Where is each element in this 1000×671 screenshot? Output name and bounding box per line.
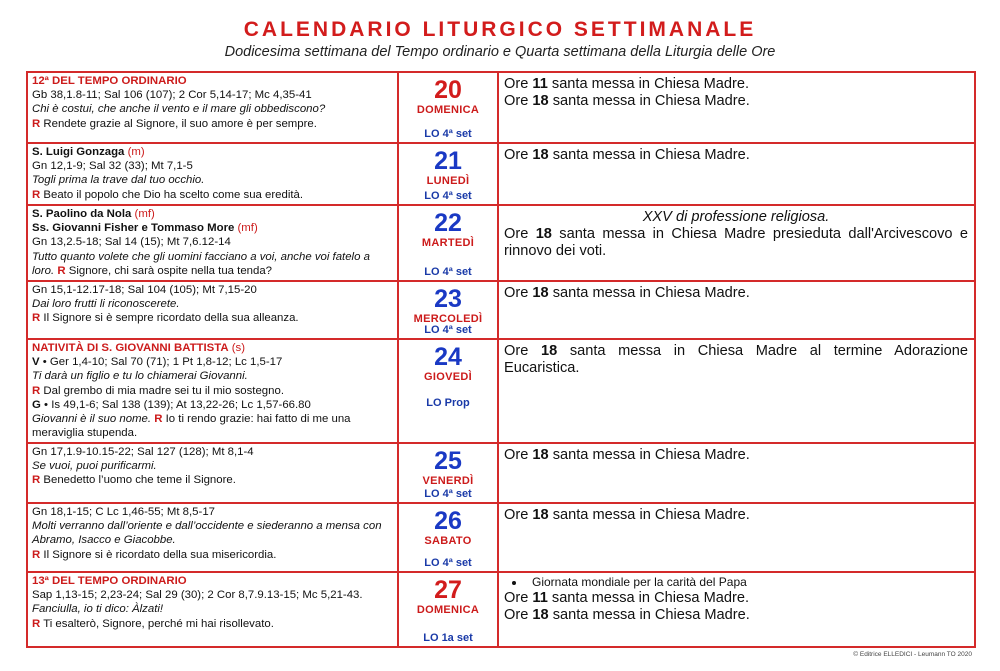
psalm-response: Benedetto l’uomo che teme il Signore. <box>43 474 236 487</box>
ore-label: Ore <box>504 226 529 242</box>
date-cell <box>398 572 498 647</box>
vigil-readings: • Ger 1,4-10; Sal 70 (71); 1 Pt 1,8-12; Lc 1,5-17 <box>42 356 283 369</box>
rank-label: (mf) <box>237 222 258 235</box>
event-hour: 18 <box>532 285 549 301</box>
liturgy-hours-label: LO 1a set <box>423 632 473 644</box>
response-label: R <box>154 413 163 426</box>
event-text: santa messa in Chiesa Madre. <box>552 447 750 463</box>
event-text: santa messa in Chiesa Madre al termine Adorazione Eucaristica. <box>504 343 969 376</box>
event-hour: 18 <box>532 447 549 463</box>
ore-label: Ore <box>504 93 529 109</box>
event-text: santa messa in Chiesa Madre. <box>551 590 749 606</box>
saint-name: Ss. Giovanni Fisher e Tommaso More <box>32 222 235 235</box>
day-number: 26 <box>434 507 462 535</box>
event-hour: 11 <box>532 76 548 92</box>
event-note: XXV di professione religiosa. <box>642 209 830 225</box>
date-cell <box>398 503 498 572</box>
gospel-quote: Molti verranno dall’oriente e dall’occidente e siederanno a mensa con Abramo, Isacco e Giacobbe. <box>32 520 382 547</box>
day-readings: • Is 49,1-6; Sal 138 (139); At 13,22-26; Lc 1,57-66.80 <box>44 398 311 411</box>
readings-cell <box>27 339 398 443</box>
readings: Gn 18,1-15; C Lc 1,46-55; Mt 8,5-17 <box>32 506 215 518</box>
response-label: R <box>32 617 41 630</box>
day-number: 22 <box>434 209 462 237</box>
events-cell <box>498 443 975 503</box>
liturgy-hours-label: LO 4ª set <box>424 488 472 500</box>
weekday-label: MARTEDÌ <box>421 237 475 249</box>
day-number: 25 <box>434 447 462 475</box>
weekday-label: SABATO <box>424 535 472 547</box>
day-number: 23 <box>434 285 462 313</box>
liturgy-hours-label: LO 4ª set <box>424 324 472 336</box>
readings-cell <box>27 281 398 339</box>
date-cell <box>398 339 498 443</box>
psalm-response: Signore, chi sarà ospite nella tua tenda? <box>68 264 273 277</box>
ore-label: Ore <box>504 507 529 523</box>
events-cell <box>498 339 975 443</box>
ore-label: Ore <box>504 343 529 359</box>
feast-heading: NATIVITÀ DI S. GIOVANNI BATTISTA <box>32 342 229 354</box>
readings-cell <box>27 503 398 572</box>
event-hour: 18 <box>532 147 549 163</box>
psalm-response: Beato il popolo che Dio ha scelto come sua eredità. <box>43 188 304 201</box>
ore-label: Ore <box>504 607 529 623</box>
readings: Gn 17,1.9-10.15-22; Sal 127 (128); Mt 8,1-4 <box>32 446 254 458</box>
response-label: R <box>32 188 41 201</box>
readings-cell <box>27 72 398 143</box>
gospel-quote: Fanciulla, io ti dico: Àlzati! <box>32 603 164 616</box>
response-label: R <box>32 384 41 397</box>
ore-label: Ore <box>504 285 529 301</box>
event-text: santa messa in Chiesa Madre. <box>551 76 749 92</box>
page-subtitle: Dodicesima settimana del Tempo ordinario e Quarta settimana della Liturgia delle Ore <box>224 44 776 60</box>
day-response: Io ti rendo grazie: hai fatto di me una meraviglia stupenda. <box>32 413 351 440</box>
date-cell <box>398 281 498 339</box>
date-cell <box>398 205 498 281</box>
readings: Gn 13,2.5-18; Sal 14 (15); Mt 7,6.12-14 <box>32 236 231 249</box>
bullet-item: • Giornata mondiale per la carità del Papa <box>526 575 968 590</box>
event-hour: 18 <box>540 343 558 359</box>
psalm-response: Il Signore si è sempre ricordato della sua alleanza. <box>43 312 299 325</box>
date-cell <box>398 143 498 205</box>
liturgy-hours-label: LO Prop <box>426 397 470 409</box>
day-quote: Giovanni è il suo nome. <box>32 413 152 426</box>
gospel-quote: Dai loro frutti li riconoscerete. <box>32 298 180 311</box>
event-text: santa messa in Chiesa Madre. <box>552 285 750 301</box>
day-number: 20 <box>434 76 462 104</box>
weekday-label: DOMENICA <box>416 104 480 116</box>
event-hour: 11 <box>532 590 548 606</box>
event-bullets <box>504 575 968 590</box>
psalm-response: Il Signore si è ricordato della sua misericordia. <box>43 548 277 561</box>
table-row <box>27 281 975 339</box>
liturgy-hours-label: LO 4ª set <box>424 266 472 278</box>
liturgy-hours-label: LO 4ª set <box>424 128 472 140</box>
event-text: santa messa in Chiesa Madre presieduta dall'Arcivescovo e rinnovo dei voti. <box>504 226 968 259</box>
ore-label: Ore <box>504 147 529 163</box>
day-number: 21 <box>434 147 462 175</box>
events-cell <box>498 143 975 205</box>
response-label: R <box>57 264 66 277</box>
vigil-response: Dal grembo di mia madre sei tu il mio sostegno. <box>43 384 284 397</box>
rank-label: (s) <box>231 342 246 354</box>
table-row <box>27 503 975 572</box>
calendar-table <box>26 71 976 648</box>
response-label: R <box>32 117 41 130</box>
day-mass-label: G <box>32 398 41 411</box>
event-text: santa messa in Chiesa Madre. <box>552 607 750 623</box>
events-cell <box>498 205 975 281</box>
saint-name: S. Luigi Gonzaga <box>32 146 125 158</box>
events-cell <box>498 72 975 143</box>
readings: Gn 12,1-9; Sal 32 (33); Mt 7,1-5 <box>32 160 193 173</box>
readings-cell <box>27 205 398 281</box>
readings-cell <box>27 143 398 205</box>
events-cell <box>498 503 975 572</box>
saint-name: S. Paolino da Nola <box>32 208 132 220</box>
event-hour: 18 <box>535 226 552 242</box>
table-row <box>27 572 975 647</box>
copyright-footer: © Editrice ELLEDICI - Leumann TO 2020 <box>853 651 972 658</box>
readings: Gb 38,1.8-11; Sal 106 (107); 2 Cor 5,14-17; Mc 4,35-41 <box>32 89 312 102</box>
gospel-quote: Tutto quanto volete che gli uomini facciano a voi, anche voi fatelo a loro. <box>32 250 370 277</box>
events-cell <box>498 281 975 339</box>
response-label: R <box>32 474 41 487</box>
gospel-quote: Se vuoi, puoi purificarmi. <box>32 460 157 473</box>
date-cell <box>398 72 498 143</box>
liturgy-hours-label: LO 4ª set <box>424 557 472 569</box>
event-hour: 18 <box>532 93 549 109</box>
rank-label: (mf) <box>134 208 155 220</box>
rank-label: (m) <box>127 146 145 158</box>
day-number: 24 <box>434 343 462 371</box>
table-row <box>27 339 975 443</box>
event-text: santa messa in Chiesa Madre. <box>552 93 750 109</box>
table-row <box>27 443 975 503</box>
gospel-quote: Togli prima la trave dal tuo occhio. <box>32 174 205 187</box>
response-label: R <box>32 548 41 561</box>
date-cell <box>398 443 498 503</box>
readings-cell <box>27 572 398 647</box>
ore-label: Ore <box>504 76 529 92</box>
weekday-label: VENERDÌ <box>422 475 474 487</box>
vigil-label: V <box>32 356 40 369</box>
gospel-quote: Chi è costui, che anche il vento e il mare gli obbediscono? <box>32 103 326 116</box>
readings: Sap 1,13-15; 2,23-24; Sal 29 (30); 2 Cor 8,7.9.13-15; Mc 5,21-43. <box>32 589 363 602</box>
readings-cell <box>27 443 398 503</box>
ore-label: Ore <box>504 590 529 606</box>
weekday-label: MERCOLEDÌ <box>413 313 483 325</box>
table-row <box>27 72 975 143</box>
readings: Gn 15,1-12.17-18; Sal 104 (105); Mt 7,15-20 <box>32 284 257 296</box>
event-hour: 18 <box>532 507 549 523</box>
weekday-label: GIOVEDÌ <box>424 371 472 383</box>
day-number: 27 <box>434 576 462 604</box>
event-text: santa messa in Chiesa Madre. <box>552 507 750 523</box>
table-row <box>27 143 975 205</box>
table-row <box>27 205 975 281</box>
psalm-response: Rendete grazie al Signore, il suo amore è per sempre. <box>43 117 317 130</box>
week-heading: 13ª DEL TEMPO ORDINARIO <box>32 575 187 587</box>
events-cell <box>498 572 975 647</box>
event-hour: 18 <box>532 607 549 623</box>
week-heading: 12ª DEL TEMPO ORDINARIO <box>32 75 187 87</box>
psalm-response: Ti esalterò, Signore, perché mi hai risollevato. <box>43 617 274 630</box>
event-text: santa messa in Chiesa Madre. <box>552 147 750 163</box>
ore-label: Ore <box>504 447 529 463</box>
liturgy-hours-label: LO 4ª set <box>424 190 472 202</box>
weekday-label: DOMENICA <box>416 604 480 616</box>
weekday-label: LUNEDÌ <box>426 175 470 187</box>
response-label: R <box>32 312 41 325</box>
vigil-quote: Ti darà un figlio e tu lo chiamerai Giovanni. <box>32 370 248 383</box>
page-title: CALENDARIO LITURGICO SETTIMANALE <box>243 18 757 41</box>
